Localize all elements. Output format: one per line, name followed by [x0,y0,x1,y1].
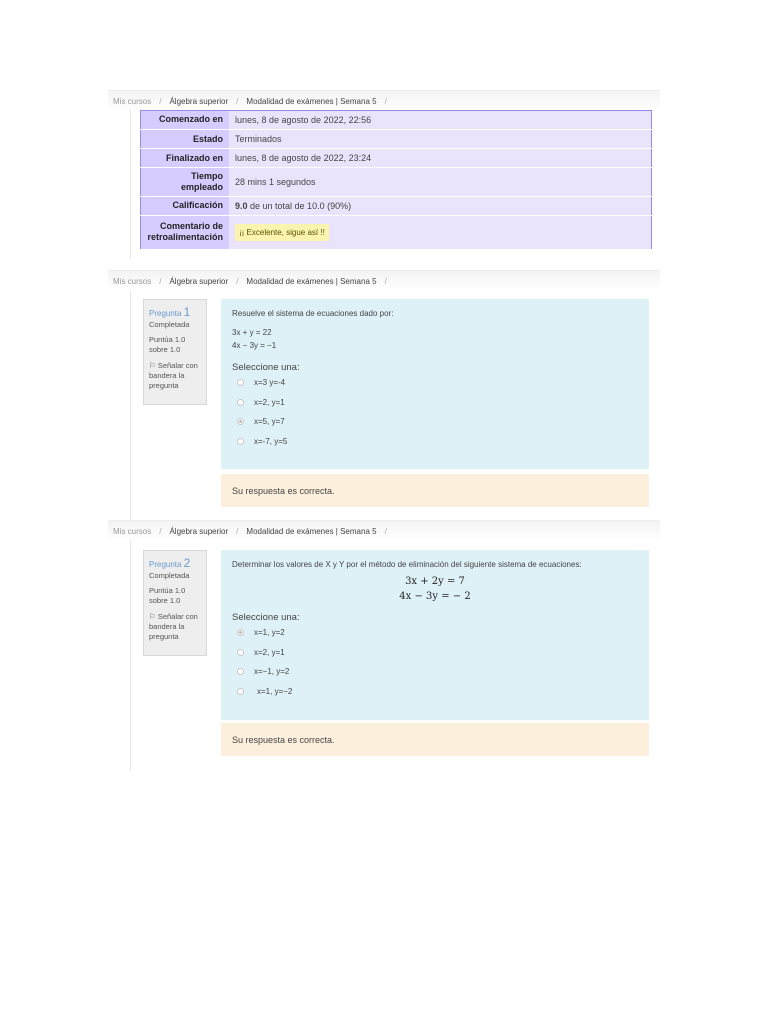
breadcrumb: Mis cursos / Álgebra superior / Modalidad de exámenes | Semana 5 / [108,270,660,291]
question-info [143,299,207,405]
select-one-label: Seleccione una: [232,362,300,373]
question-outcome [221,723,649,756]
answer-option[interactable] [232,662,638,682]
breadcrumb-my-courses[interactable]: Mis cursos [113,96,152,106]
grade-value [229,196,652,215]
question-mark: Puntúa 1.0 sobre 1.0 [149,335,186,355]
answer-option[interactable] [232,432,638,452]
option-label: x=-7, y=5 [254,436,288,446]
flag-icon: ⚐ [149,360,156,370]
breadcrumb-course[interactable]: Álgebra superior [169,526,229,536]
radio-button[interactable] [237,649,244,656]
option-label: x=−1, y=2 [254,667,290,677]
feedback-text: ¡¡ Excelente, sigue así !! [235,224,329,241]
column-divider [130,110,131,258]
breadcrumb-course[interactable]: Álgebra superior [169,276,229,286]
flag-question[interactable] [149,361,201,391]
radio-button[interactable] [237,688,244,695]
radio-button[interactable] [237,438,244,445]
option-label: x=5, y=7 [254,417,285,427]
flag-icon: ⚐ [149,611,156,621]
flag-label: Señalar con bandera la pregunta [149,611,198,641]
answer-option[interactable] [232,373,638,393]
outcome-text: Su respuesta es correcta. [232,485,335,496]
breadcrumb-section[interactable]: Modalidad de exámenes | Semana 5 [246,96,377,106]
equation: 4x − 3y = −1 [232,341,277,350]
equation: 3x + y = 22 [232,328,272,337]
question-label: Pregunta [149,309,182,318]
breadcrumb-course[interactable]: Álgebra superior [169,96,229,106]
column-divider [130,540,131,770]
state-value: Terminados [229,130,652,149]
breadcrumb: Mis cursos / Álgebra superior / Modalidad de exámenes | Semana 5 / [108,90,660,111]
summary-label: Finalizado en [141,149,230,168]
feedback-value [229,215,652,249]
summary-label: Comentario de retroalimentación [141,215,230,249]
answer-option[interactable] [232,412,638,432]
question-state: Completada [149,320,190,330]
question-text: Resuelve el sistema de ecuaciones dado por: [232,309,394,318]
radio-button-selected[interactable] [237,629,244,636]
equation: 4x − 3y = − 2 [399,591,471,602]
question-number: 1 [183,305,191,319]
answer-option[interactable] [232,393,638,413]
question-mark: Puntúa 1.0 sobre 1.0 [149,586,186,606]
option-label: x=2, y=1 [254,397,285,407]
question-formulation [221,299,649,469]
option-label: x=1, y=−2 [257,686,293,696]
select-one-label: Seleccione una: [232,612,300,623]
radio-button[interactable] [237,399,244,406]
column-divider [130,290,131,520]
grade-total: de un total de 10.0 (90%) [247,200,352,211]
flag-label: Señalar con bandera la pregunta [149,360,198,390]
equation: 3x + 2y = 7 [405,576,465,587]
question-outcome [221,474,649,507]
summary-label: Estado [141,130,230,149]
question-number: 2 [183,556,191,570]
question-text: Determinar los valores de X y Y por el método de eliminación del siguiente sistema de ecuaciones: [232,560,582,569]
outcome-text: Su respuesta es correcta. [232,734,335,745]
summary-label: Comenzado en [141,111,230,130]
breadcrumb-section[interactable]: Modalidad de exámenes | Semana 5 [246,526,377,536]
breadcrumb-section[interactable]: Modalidad de exámenes | Semana 5 [246,276,377,286]
answer-option[interactable] [232,682,638,702]
question-formulation [221,550,649,720]
answer-option[interactable] [232,623,638,643]
radio-button[interactable] [237,668,244,675]
radio-button[interactable] [237,379,244,386]
flag-question[interactable] [149,612,201,642]
time-value: 28 mins 1 segundos [229,168,652,196]
breadcrumb: Mis cursos / Álgebra superior / Modalidad de exámenes | Semana 5 / [108,520,660,541]
radio-button-selected[interactable] [237,418,244,425]
started-value: lunes, 8 de agosto de 2022, 22:56 [229,111,652,130]
option-label: x=3 y=-4 [254,378,286,388]
finished-value: lunes, 8 de agosto de 2022, 23:24 [229,149,652,168]
question-label: Pregunta [149,560,182,569]
breadcrumb-my-courses[interactable]: Mis cursos [113,276,152,286]
grade-score: 9.0 [235,200,248,211]
attempt-summary-table [140,110,652,250]
summary-label: Tiempo empleado [141,168,230,196]
breadcrumb-my-courses[interactable]: Mis cursos [113,526,152,536]
option-label: x=1, y=2 [254,628,285,638]
answer-option[interactable] [232,643,638,663]
summary-label: Calificación [141,196,230,215]
option-label: x=2, y=1 [254,647,285,657]
question-state: Completada [149,571,190,581]
question-info [143,550,207,656]
